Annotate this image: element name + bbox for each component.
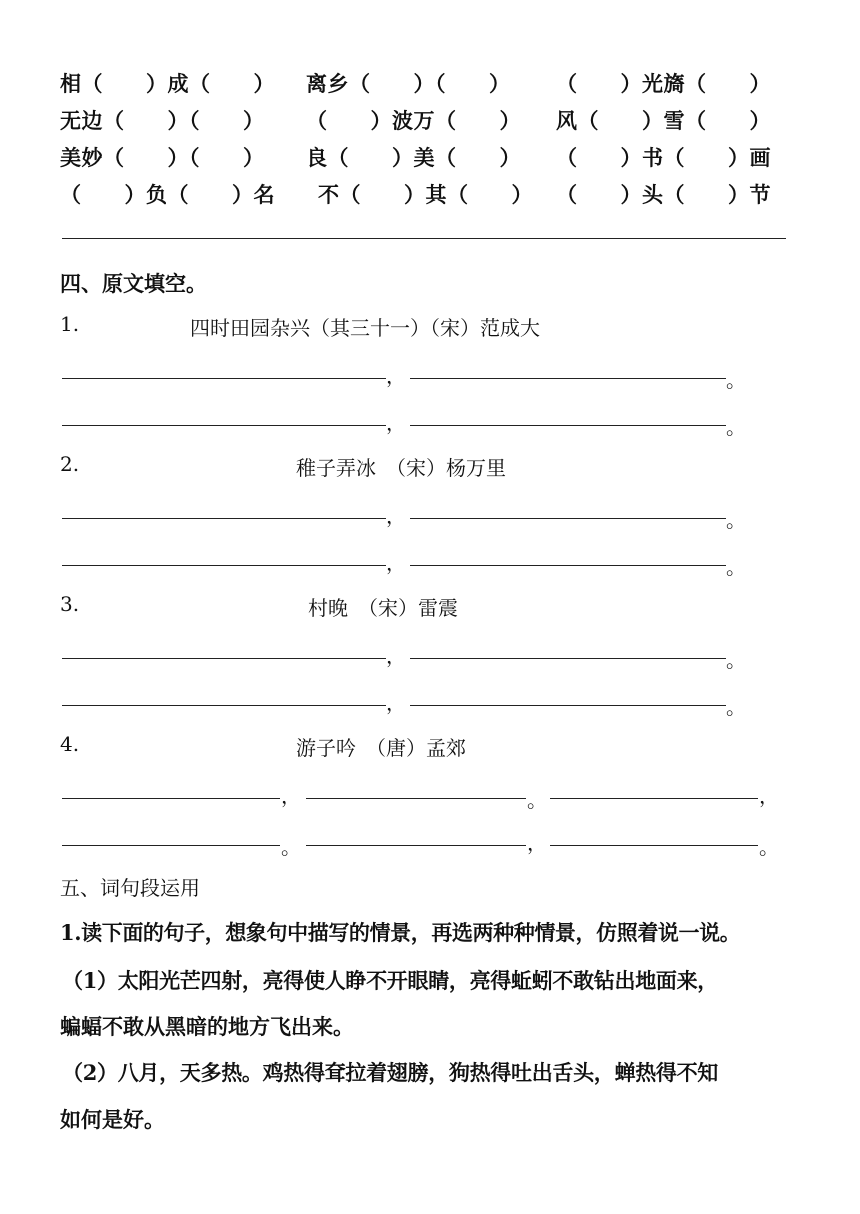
period: 。 <box>726 648 746 672</box>
answer-blank[interactable] <box>550 798 758 799</box>
answer-blank[interactable] <box>62 845 280 846</box>
section-divider <box>62 238 786 239</box>
idiom-3-1: 美妙（ ）（ ） <box>60 145 265 170</box>
comma: ， <box>386 364 406 388</box>
answer-blank[interactable] <box>410 565 726 566</box>
idiom-1-1: 相（ ）成（ ） <box>60 71 275 96</box>
answer-blank[interactable] <box>306 798 526 799</box>
idiom-4-2: 不（ ）其（ ） <box>318 182 533 207</box>
question-1-prompt: 1.读下面的句子，想象句中描写的情景，再选两种种情景，仿照着说一说。 <box>60 920 741 945</box>
poem-3-number: 3. <box>60 592 80 616</box>
idiom-3-3: （ ）书（ ）画 <box>556 145 771 170</box>
period: 。 <box>759 835 779 859</box>
comma: ， <box>527 831 547 855</box>
answer-blank[interactable] <box>62 798 280 799</box>
poem-2-title: 稚子弄冰 （宋）杨万里 <box>296 456 506 480</box>
idiom-2-1: 无边（ ）（ ） <box>60 108 265 133</box>
comma: ， <box>386 644 406 668</box>
comma: ， <box>386 504 406 528</box>
answer-blank[interactable] <box>62 425 386 426</box>
idiom-1-3: （ ）光旖（ ） <box>556 71 771 96</box>
comma: ， <box>386 551 406 575</box>
comma: ， <box>759 784 779 808</box>
answer-blank[interactable] <box>62 658 386 659</box>
answer-blank[interactable] <box>410 658 726 659</box>
period: 。 <box>726 368 746 392</box>
section4-heading: 四、原文填空。 <box>60 271 207 296</box>
example-2-line-1: （2）八月，天多热。鸡热得耷拉着翅膀，狗热得吐出舌头，蝉热得不知 <box>62 1060 719 1085</box>
period: 。 <box>527 788 547 812</box>
period: 。 <box>726 695 746 719</box>
period: 。 <box>281 835 301 859</box>
period: 。 <box>726 415 746 439</box>
period: 。 <box>726 555 746 579</box>
poem-3-title: 村晚 （宋）雷震 <box>308 596 458 620</box>
answer-blank[interactable] <box>410 705 726 706</box>
answer-blank[interactable] <box>410 425 726 426</box>
idiom-4-3: （ ）头（ ）节 <box>556 182 771 207</box>
answer-blank[interactable] <box>62 705 386 706</box>
comma: ， <box>386 411 406 435</box>
example-1-line-1: （1）太阳光芒四射，亮得使人睁不开眼睛，亮得蚯蚓不敢钻出地面来， <box>62 968 719 993</box>
comma: ， <box>386 691 406 715</box>
answer-blank[interactable] <box>62 378 386 379</box>
answer-blank[interactable] <box>410 378 726 379</box>
section5-heading: 五、词句段运用 <box>60 876 200 900</box>
poem-1-title: 四时田园杂兴（其三十一）（宋）范成大 <box>190 316 540 340</box>
comma: ， <box>281 784 301 808</box>
answer-blank[interactable] <box>410 518 726 519</box>
poem-4-title: 游子吟 （唐）孟郊 <box>296 736 466 760</box>
answer-blank[interactable] <box>62 565 386 566</box>
idiom-4-1: （ ）负（ ）名 <box>60 182 275 207</box>
idiom-3-2: 良（ ）美（ ） <box>306 145 521 170</box>
idiom-2-3: 风（ ）雪（ ） <box>556 108 771 133</box>
poem-1-number: 1. <box>60 312 80 336</box>
period: 。 <box>726 508 746 532</box>
idiom-1-2: 离乡（ ）（ ） <box>306 71 511 96</box>
example-1-line-2: 蝙蝠不敢从黑暗的地方飞出来。 <box>60 1014 354 1039</box>
answer-blank[interactable] <box>550 845 758 846</box>
answer-blank[interactable] <box>306 845 526 846</box>
poem-2-number: 2. <box>60 452 80 476</box>
example-2-line-2: 如何是好。 <box>60 1107 165 1132</box>
idiom-2-2: （ ）波万（ ） <box>306 108 521 133</box>
poem-4-number: 4. <box>60 732 80 756</box>
answer-blank[interactable] <box>62 518 386 519</box>
